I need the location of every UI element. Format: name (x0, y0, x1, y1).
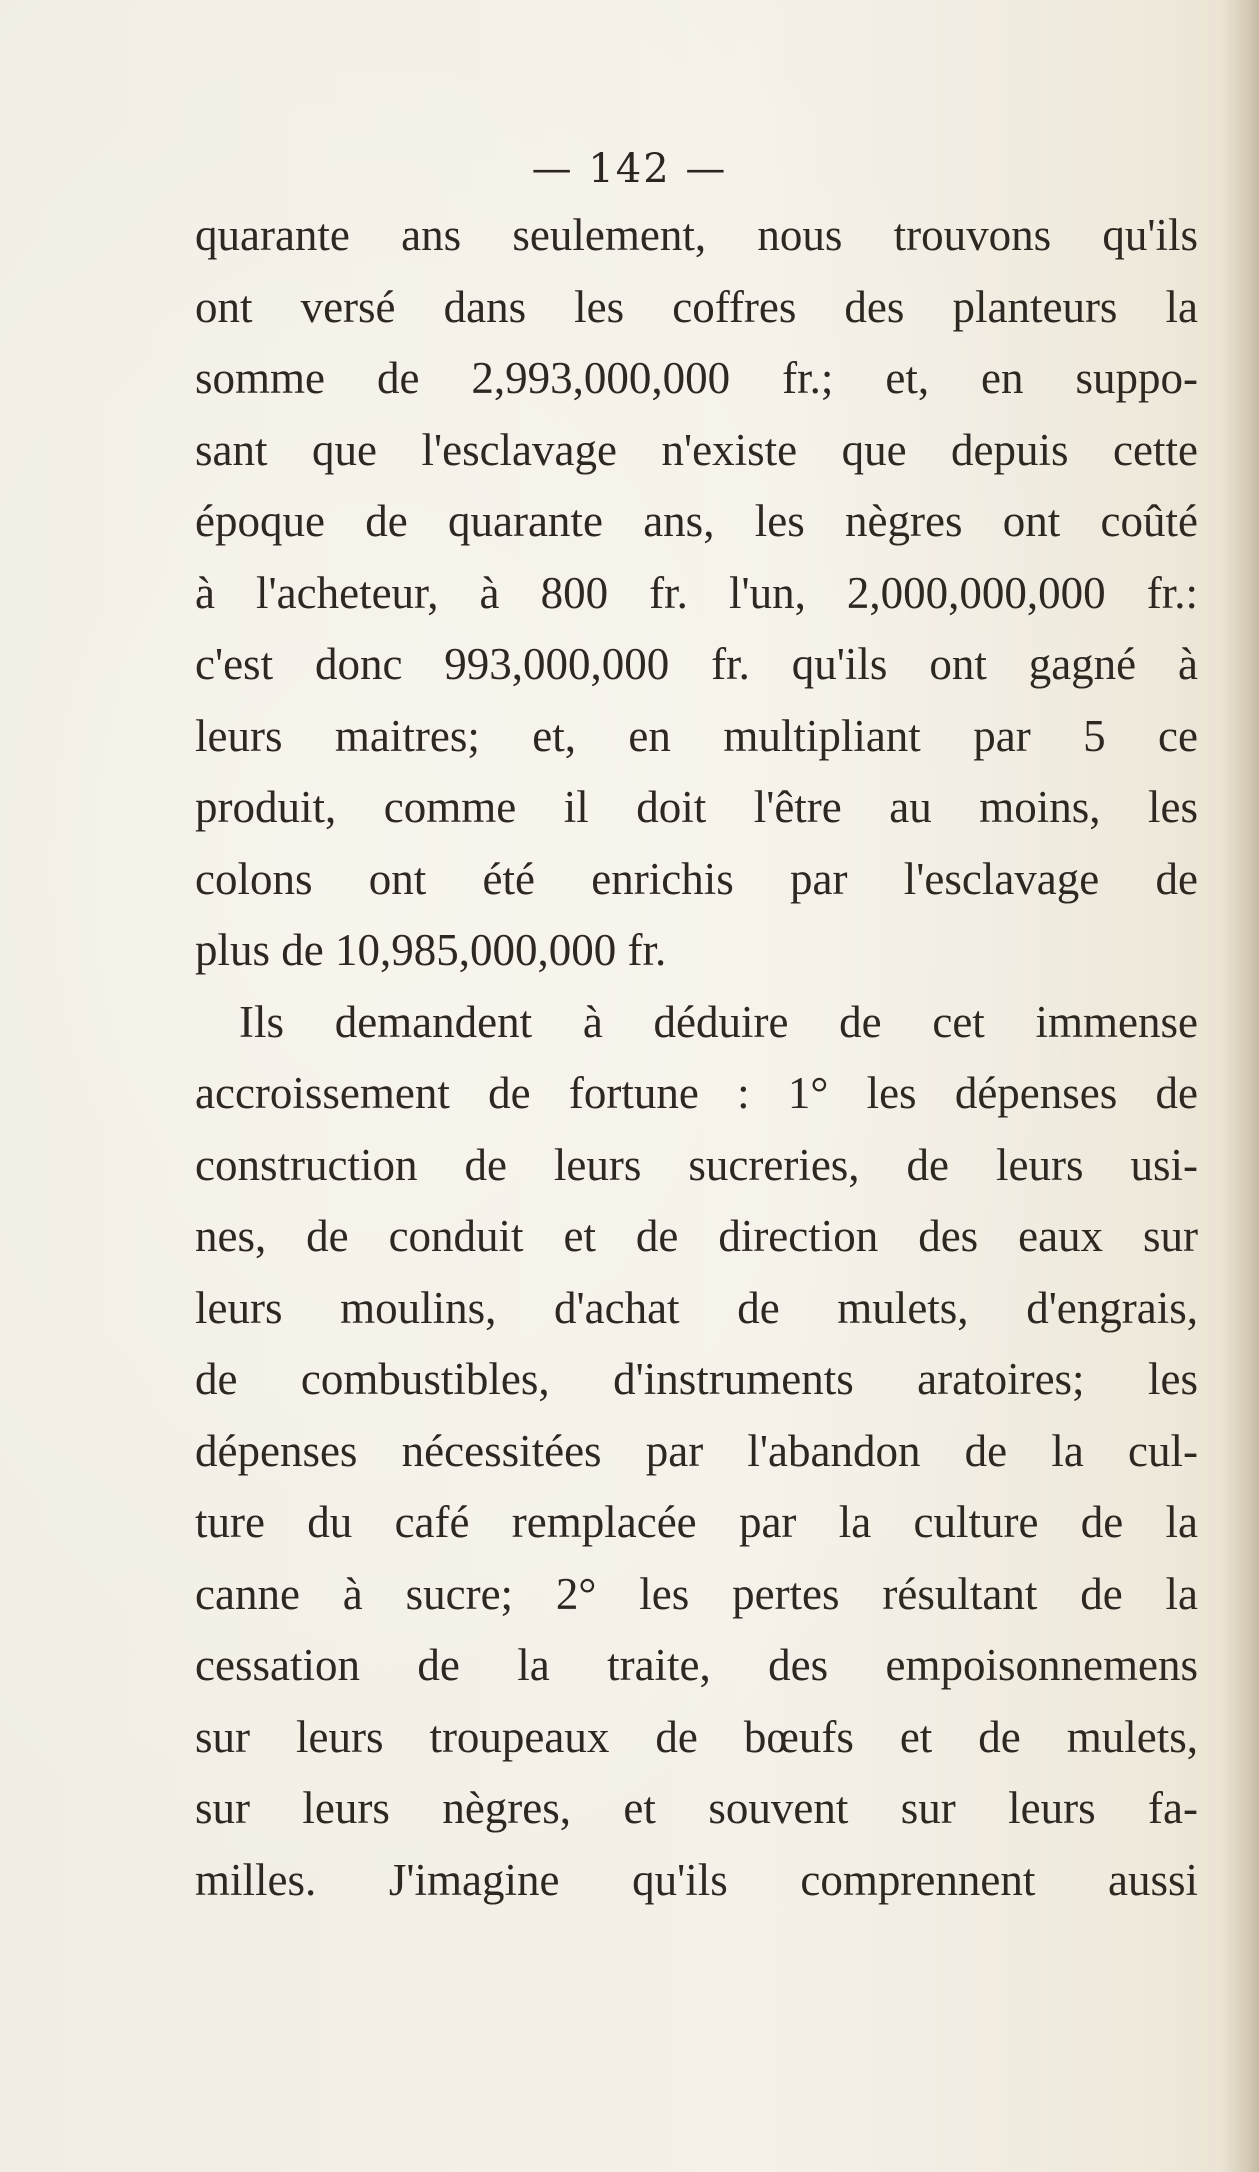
text-line: c'est donc 993,000,000 fr. qu'ils ont gagné à (195, 639, 1198, 689)
text-line: ont versé dans les coffres des planteurs la (195, 281, 1198, 332)
text-line: somme de 2,993,000,000 fr.; et, en suppo- (195, 353, 1198, 403)
paragraph-end-line: plus de 10,985,000,000 fr. (195, 925, 667, 975)
text-line: cessation de la traite, des empoisonnemens (195, 1640, 1198, 1690)
text-line: leurs moulins, d'achat de mulets, d'engrais, (195, 1282, 1198, 1333)
text-line: construction de leurs sucreries, de leurs usi- (195, 1139, 1198, 1190)
page-gutter-shadow (1221, 0, 1259, 2172)
text-line: colons ont été enrichis par l'esclavage de (195, 853, 1198, 904)
page-number: — 142 — (531, 146, 728, 192)
text-line: époque de quarante ans, les nègres ont coûté (195, 496, 1198, 546)
text-line: nes, de conduit et de direction des eaux sur (195, 1211, 1198, 1261)
text-line: sur leurs nègres, et souvent sur leurs fa- (195, 1783, 1198, 1833)
paragraph-start-line: Ils demandent à déduire de cet immense (239, 996, 1198, 1047)
text-line: accroissement de fortune : 1° les dépenses de (195, 1068, 1198, 1118)
text-line: sur leurs troupeaux de bœufs et de mulets, (195, 1711, 1198, 1762)
text-line: leurs maitres; et, en multipliant par 5 ce (195, 710, 1198, 761)
text-line: quarante ans seulement, nous trouvons qu'ils (195, 210, 1198, 260)
text-line: de combustibles, d'instruments aratoires; les (195, 1354, 1198, 1404)
text-line: canne à sucre; 2° les pertes résultant de la (195, 1568, 1198, 1619)
text-line: dépenses nécessitées par l'abandon de la cul- (195, 1425, 1198, 1476)
text-line: à l'acheteur, à 800 fr. l'un, 2,000,000,000 fr.: (195, 567, 1198, 618)
body-text (195, 200, 1198, 1916)
text-line: sant que l'esclavage n'existe que depuis cette (195, 424, 1198, 475)
text-line: produit, comme il doit l'être au moins, les (195, 782, 1198, 832)
text-line: milles. J'imagine qu'ils comprennent aussi (195, 1854, 1198, 1905)
text-line: ture du café remplacée par la culture de la (195, 1497, 1198, 1547)
